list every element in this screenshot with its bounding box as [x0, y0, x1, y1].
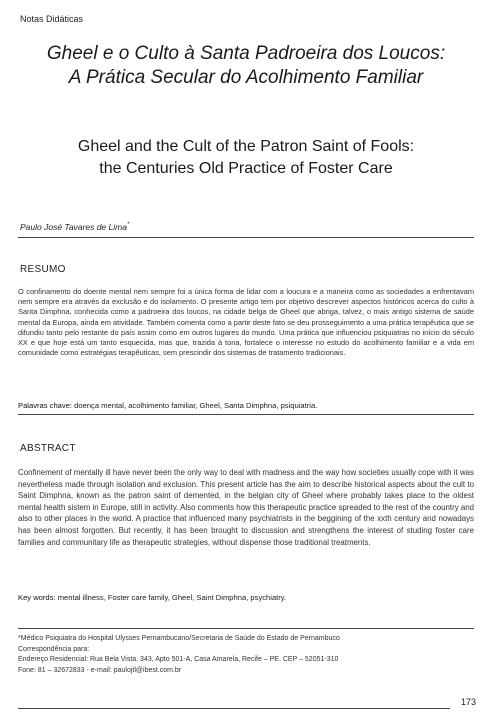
- abstract-heading: ABSTRACT: [20, 443, 76, 454]
- divider-after-author: [18, 237, 474, 238]
- resumo-keywords-label: Palavras chave:: [18, 401, 73, 410]
- footnote-address: Endereço Residencial: Rua Bela Vista, 343, Apto 501-A, Casa Amarela, Recife – PE. CEP – 52051-310: [18, 656, 339, 663]
- author-name: Paulo José Tavares de Lima: [20, 222, 127, 232]
- abstract-keywords-label: Key words:: [18, 593, 56, 602]
- abstract-keywords: [18, 593, 474, 603]
- page-number: 173: [460, 697, 476, 707]
- title-en-line2: the Centuries Old Practice of Foster Care: [99, 160, 393, 177]
- divider-after-resumo: [18, 414, 474, 415]
- footnote-affiliation: *Médico Psiquiatra do Hospital Ulysses Pernambucano/Secretaria de Saúde do Estado de Pernambuco: [18, 635, 340, 642]
- author-line: [20, 222, 129, 232]
- title-en-line1: Gheel and the Cult of the Patron Saint of Fools:: [77, 138, 415, 155]
- title-english: [20, 136, 472, 180]
- footnote: [18, 634, 474, 676]
- title-pt-line2: A Prática Secular do Acolhimento Familiar: [68, 67, 424, 88]
- section-label: Notas Didáticas: [20, 14, 84, 24]
- title-portuguese: [20, 42, 472, 90]
- resumo-keywords: [18, 401, 474, 411]
- title-pt-line1: Gheel e o Culto à Santa Padroeira dos Loucos:: [46, 43, 446, 64]
- footnote-correspondence-label: Correspondência para:: [18, 645, 90, 653]
- abstract-keywords-values: mental illness, Foster care family, Gheel, Saint Dimphna, psychiatry.: [57, 593, 287, 602]
- resumo-text: O confinamento do doente mental nem sempre foi a única forma de lidar com a loucura e a maneira como as sociedades a enfrentavam nem sempre era através da exclusão e do isolamento. O presente artigo tem por objetivo descrever aspectos históricos acerca do culto à Santa Dimphna, conhecida como a padroeira dos loucos, na cidade belga de Gheel que abriga, talvez, o mais antigo sistema de saúde mental da Europa, ainda em atividade. Também comenta como a partir deste fato se deu prosseguimento a uma prática terapêutica que se difundiu tanto pelo restante do país assim como em outros lugares do mundo. Uma prática que influenciou psiquiatras no início do século XX e que hoje está um tanto esquecida, mas que, trazida à tona, fortalece o interesse no estudo do acolhimento familiar e a vida em comunidade como estratégias terapêuticas, sem prescindir dos sistemas de tratamento tradicionais.: [18, 287, 474, 358]
- author-footnote-mark: *: [126, 222, 130, 229]
- footnote-divider: [18, 628, 474, 629]
- resumo-keywords-values: doença mental, acolhimento familiar, Gheel, Santa Dimphna, psiquiatria.: [74, 401, 318, 410]
- page-bottom-rule: [18, 708, 450, 709]
- abstract-text: Confinement of mentally ill have never been the only way to deal with madness and the way how societies usually cope with it was nevertheless made through isolation and exclusion. This present article has the aim to describe historical aspects about the cult to Saint Dimphna, known as the patron saint of demented, in the belgian city of Gheel where probably takes place to the oldest mental health sistem in Europe, still in activity. Also comments how this therapeutic practice spreaded to the rest of the country and also to other places in the world. A practice that influenced many psychiatrists in the beggining of the xxth century and nowadays has been almost forgotten. But recently, it has been brought to discussion and strengthens the interest of studing foster care families and communitary life as therapeutic strategies, without dispense those traditional treatments.: [18, 468, 474, 547]
- footnote-contact: Fone: 81 – 32672833 - e-mail: paulojtl@ibest.com.br: [18, 666, 182, 674]
- resumo-heading: RESUMO: [20, 264, 66, 275]
